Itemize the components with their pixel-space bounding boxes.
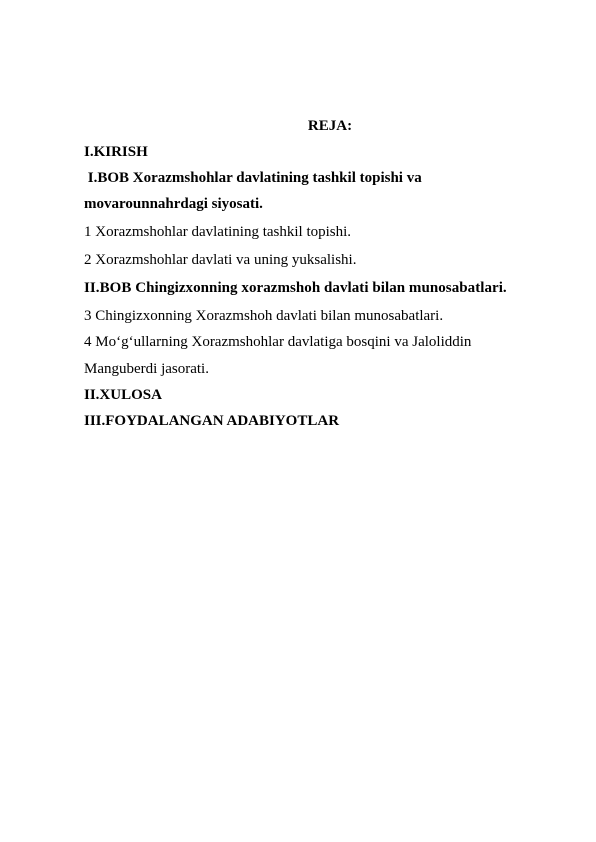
section-2-item: 2 Xorazmshohlar davlati va uning yuksalishi.: [84, 252, 357, 268]
section-4-item-continued: Manguberdi jasorati.: [84, 361, 209, 377]
section-3-item: 3 Chingizxonning Xorazmshoh davlati bilan munosabatlari.: [84, 308, 444, 324]
intro-heading: I.KIRISH: [84, 144, 148, 160]
chapter-1-heading-continued: movarounnahrdagi siyosati.: [84, 196, 263, 212]
references-heading: III.FOYDALANGAN ADABIYOTLAR: [84, 413, 340, 429]
chapter-2-heading: II.BOB Chingizxonning xorazmshoh davlati bilan munosabatlari.: [84, 280, 507, 296]
chapter-1-heading: I.BOB Xorazmshohlar davlatining tashkil topishi va: [84, 170, 422, 186]
section-4-item: 4 Mo‘g‘ullarning Xorazmshohlar davlatiga bosqini va Jaloliddin: [84, 334, 472, 350]
conclusion-heading: II.XULOSA: [84, 387, 162, 403]
page-title: REJA:: [307, 118, 353, 134]
section-1-item: 1 Xorazmshohlar davlatining tashkil topishi.: [84, 224, 352, 240]
